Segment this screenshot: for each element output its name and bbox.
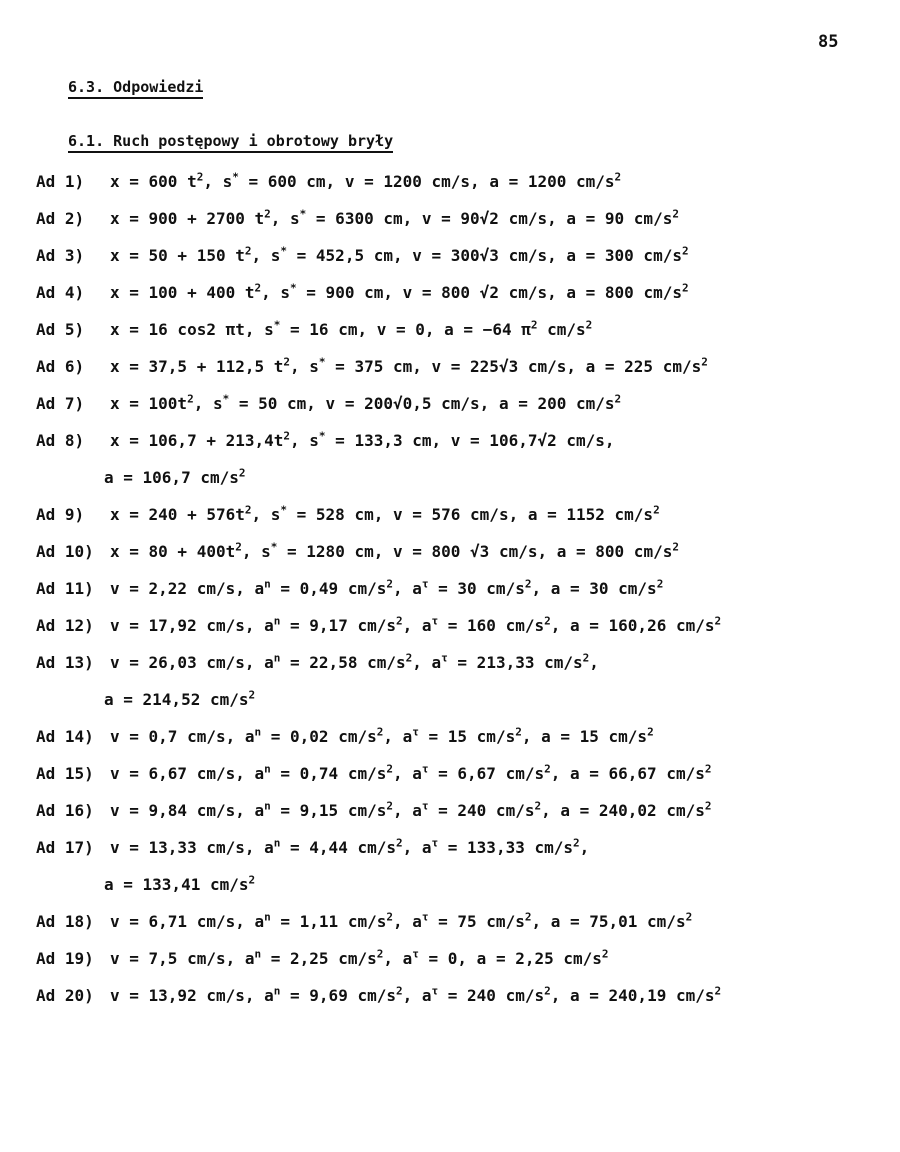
answer-label: Ad 2)	[36, 209, 85, 228]
answer-label: Ad 12)	[36, 616, 94, 635]
answer-line	[36, 838, 589, 857]
answer-text: $x = 80 + 400t^2$, s* = 1280 cm, v = 800 √3 cm/s, a = 800 $cm/s^2$	[110, 540, 679, 561]
answer-label: Ad 19)	[36, 949, 94, 968]
answer-text: v = 13,33 cm/s, $a^n = 4,44$ $cm/s^2$, $a^\tau = 133,33$ $cm/s^2$,	[110, 836, 590, 857]
answer-line	[36, 727, 654, 746]
answer-line	[36, 431, 615, 450]
answer-text: v = 0,7 cm/s, $a^n = 0,02$ $cm/s^2$, $a^\tau = 15$ $cm/s^2$, a = 15 $cm/s^2$	[110, 725, 654, 746]
answer-label: Ad 7)	[36, 394, 85, 413]
answer-line	[36, 542, 679, 561]
answer-label: Ad 4)	[36, 283, 85, 302]
section-heading: 6.3. Odpowiedzi	[68, 78, 203, 99]
answer-line	[36, 394, 621, 413]
answer-label: Ad 10)	[36, 542, 94, 561]
answer-line	[36, 579, 663, 598]
answer-line	[36, 320, 592, 339]
answer-text: v = 9,84 cm/s, $a^n = 9,15$ $cm/s^2$, $a^\tau = 240$ $cm/s^2$, a = 240,02 $cm/s^2$	[110, 799, 712, 820]
answer-text: x = 900 + 2700 $t^2$, s* = 6300 cm, v = 90√2 cm/s, a = 90 $cm/s^2$	[110, 207, 679, 228]
answer-line	[36, 172, 621, 191]
answer-text: v = 7,5 cm/s, $a^n = 2,25$ $cm/s^2$, $a^\tau = 0$, a = 2,25 $cm/s^2$	[110, 947, 609, 968]
answer-line	[36, 801, 711, 820]
answer-label: Ad 14)	[36, 727, 94, 746]
answer-line	[36, 357, 708, 376]
answer-text: v = 2,22 cm/s, $a^n = 0,49$ $cm/s^2$, $a^\tau = 30$ $cm/s^2$, a = 30 $cm/s^2$	[110, 577, 664, 598]
answer-text: $x = 240 + 576t^2$, s* = 528 cm, v = 576 cm/s, a = 1152 $cm/s^2$	[110, 503, 660, 524]
answer-text: v = 6,67 cm/s, $a^n = 0,74$ $cm/s^2$, $a^\tau = 6,67$ $cm/s^2$, a = 66,67 $cm/s^2$	[110, 762, 712, 783]
answer-label: Ad 1)	[36, 172, 85, 191]
answer-label: Ad 6)	[36, 357, 85, 376]
answer-label: Ad 17)	[36, 838, 94, 857]
answer-text: x = 600 $t^2$, s* = 600 cm, v = 1200 cm/s, a = 1200 $cm/s^2$	[110, 170, 622, 191]
answer-line	[36, 209, 679, 228]
answer-line	[36, 986, 721, 1005]
answer-text: v = 6,71 cm/s, $a^n = 1,11$ $cm/s^2$, $a^\tau = 75$ $cm/s^2$, a = 75,01 $cm/s^2$	[110, 910, 693, 931]
answer-text: v = 13,92 cm/s, $a^n = 9,69$ $cm/s^2$, $a^\tau = 240$ $cm/s^2$, a = 240,19 $cm/s^2$	[110, 984, 722, 1005]
answer-text: a = 106,7 $cm/s^2$	[104, 466, 246, 487]
answer-text: $x = 106,7 + 213,4t^2$, s* = 133,3 cm, v = 106,7√2 cm/s,	[110, 429, 615, 450]
answer-label: Ad 16)	[36, 801, 94, 820]
answer-text: $x = 100t^2$, s* = 50 cm, v = 200√0,5 cm/s, a = 200 $cm/s^2$	[110, 392, 622, 413]
answer-line-continuation	[104, 468, 245, 487]
answer-label: Ad 9)	[36, 505, 85, 524]
subsection-heading: 6.1. Ruch postępowy i obrotowy bryły	[68, 132, 393, 153]
answer-label: Ad 20)	[36, 986, 94, 1005]
answer-label: Ad 8)	[36, 431, 85, 450]
answer-line	[36, 283, 689, 302]
answer-text: a = 133,41 $cm/s^2$	[104, 873, 256, 894]
answer-line	[36, 653, 599, 672]
answer-text: x = 50 + 150 $t^2$, s* = 452,5 cm, v = 300√3 cm/s, a = 300 $cm/s^2$	[110, 244, 689, 265]
answer-text: x = 37,5 + 112,5 $t^2$, s* = 375 cm, v = 225√3 cm/s, a = 225 $cm/s^2$	[110, 355, 708, 376]
answer-label: Ad 18)	[36, 912, 94, 931]
page-number: 85	[818, 32, 839, 52]
answer-label: Ad 3)	[36, 246, 85, 265]
answer-label: Ad 13)	[36, 653, 94, 672]
answer-text: x = 100 + 400 $t^2$, s* = 900 cm, v = 800 √2 cm/s, a = 800 $cm/s^2$	[110, 281, 689, 302]
answer-line	[36, 505, 660, 524]
answer-line-continuation	[104, 875, 255, 894]
answer-line	[36, 764, 711, 783]
answer-label: Ad 5)	[36, 320, 85, 339]
answer-text: x = 16 cos2 πt, s* = 16 cm, v = 0, a = −64 $\pi^2$ $cm/s^2$	[110, 318, 593, 339]
answer-line	[36, 616, 721, 635]
answer-line	[36, 246, 689, 265]
answer-label: Ad 15)	[36, 764, 94, 783]
answer-text: v = 17,92 cm/s, $a^n = 9,17$ $cm/s^2$, $a^\tau = 160$ $cm/s^2$, a = 160,26 $cm/s^2$	[110, 614, 722, 635]
answer-text: a = 214,52 $cm/s^2$	[104, 688, 256, 709]
answer-line-continuation	[104, 690, 255, 709]
answer-line	[36, 912, 692, 931]
answer-text: v = 26,03 cm/s, $a^n = 22,58$ $cm/s^2$, $a^\tau = 213,33$ $cm/s^2$,	[110, 651, 599, 672]
answer-line	[36, 949, 609, 968]
answer-label: Ad 11)	[36, 579, 94, 598]
